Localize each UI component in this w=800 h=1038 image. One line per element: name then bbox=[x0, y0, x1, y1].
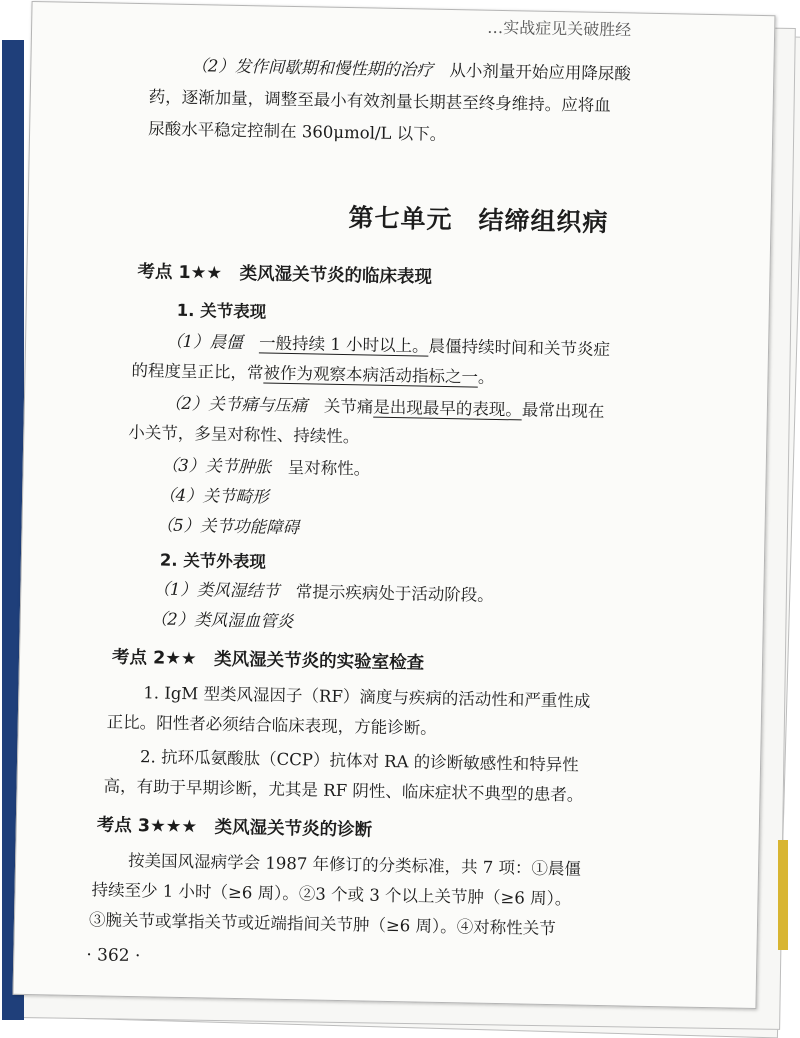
kaodian-1-sub-extra-articular: 2. 关节外表现 bbox=[159, 550, 267, 572]
page-number: · 362 · bbox=[86, 945, 141, 967]
page-tab-edge bbox=[778, 840, 788, 950]
item-morning-stiffness: （1）晨僵 一般持续 1 小时以上。晨僵持续时间和关节炎症 bbox=[165, 331, 611, 360]
treatment-line-1: （2）发作间歇期和慢性期的治疗 从小剂量开始应用降尿酸 bbox=[191, 56, 632, 84]
treatment-line-3: 尿酸水平稳定控制在 360μmol/L 以下。 bbox=[147, 119, 447, 144]
item-joint-pain-line-2: 小关节，多呈对称性、持续性。 bbox=[128, 422, 360, 447]
book-page bbox=[13, 1, 776, 1009]
item-joint-dysfunction: （5）关节功能障碍 bbox=[156, 515, 300, 538]
kaodian-3-line-2: 持续至少 1 小时（≥6 周）。②3 个或 3 个以上关节肿（≥6 周）。 bbox=[91, 880, 572, 909]
item-joint-swelling: （3）关节肿胀 呈对称性。 bbox=[161, 455, 371, 479]
kaodian-2-line-2: 正比。阳性者必须结合临床表现，方能诊断。 bbox=[106, 712, 437, 738]
kaodian-3-line-3: ③腕关节或掌指关节或近端指间关节肿（≥6 周）。④对称性关节 bbox=[88, 910, 556, 939]
item-rheumatoid-vasculitis: （2）类风湿血管炎 bbox=[150, 609, 294, 632]
kaodian-2-line-4: 高，有助于早期诊断，尤其是 RF 阴性、临床症状不典型的患者。 bbox=[103, 776, 584, 805]
treatment-line-2: 药，逐渐加量，调整至最小有效剂量长期甚至终身维持。应将血 bbox=[148, 87, 611, 116]
kaodian-2-line-1: 1. IgM 型类风湿因子（RF）滴度与疾病的活动性和严重性成 bbox=[143, 683, 591, 711]
kaodian-1-title: 考点 1★★ 类风湿关节炎的临床表现 bbox=[137, 262, 433, 288]
item-joint-deformity: （4）关节畸形 bbox=[158, 485, 269, 507]
kaodian-2-line-3: 2. 抗环瓜氨酸肽（CCP）抗体对 RA 的诊断敏感性和特异性 bbox=[139, 747, 579, 775]
item-morning-stiffness-line-2: 的程度呈正比，常被作为观察本病活动指标之一。 bbox=[131, 360, 495, 387]
kaodian-3-line-1: 按美国风湿病学会 1987 年修订的分类标准，共 7 项：①晨僵 bbox=[127, 850, 582, 879]
item-joint-pain: （2）关节痛与压痛 关节痛是出现最早的表现。最常出现在 bbox=[164, 393, 605, 422]
unit-title: 第七单元 结缔组织病 bbox=[348, 203, 609, 238]
kaodian-2-title: 考点 2★★ 类风湿关节炎的实验室检查 bbox=[111, 647, 425, 674]
item-rheumatoid-nodule: （1）类风湿结节 常提示疾病处于活动阶段。 bbox=[153, 579, 494, 605]
kaodian-1-sub-joint: 1. 关节表现 bbox=[176, 300, 267, 322]
running-head: …实战症见关破胜经 bbox=[487, 17, 632, 40]
kaodian-3-title: 考点 3★★★ 类风湿关节炎的诊断 bbox=[96, 815, 373, 841]
